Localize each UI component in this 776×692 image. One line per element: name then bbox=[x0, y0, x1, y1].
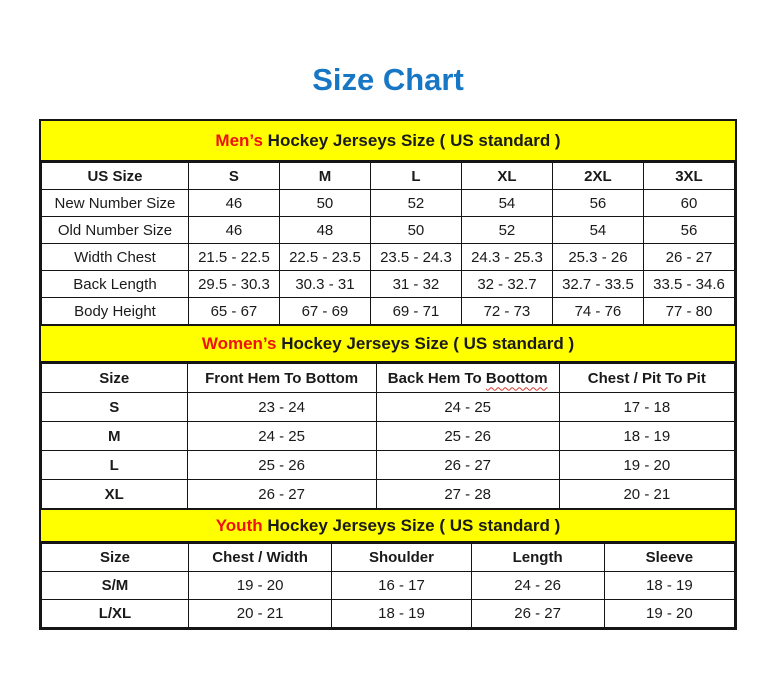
size-value-cell: 20 - 21 bbox=[188, 600, 331, 628]
size-value-cell: 52 bbox=[370, 190, 461, 217]
womens-size-table bbox=[41, 363, 735, 509]
table-row bbox=[42, 393, 735, 422]
size-value-cell: 24 - 25 bbox=[187, 422, 376, 451]
column-header: 2XL bbox=[552, 163, 643, 190]
womens-section-highlight: Women’s bbox=[201, 334, 277, 353]
table-row bbox=[42, 422, 735, 451]
size-value-cell: 48 bbox=[279, 217, 370, 244]
row-label: Back Length bbox=[42, 271, 189, 298]
size-value-cell: 18 - 19 bbox=[332, 600, 471, 628]
table-row bbox=[42, 480, 735, 509]
youth-section-heading-text: Hockey Jerseys Size ( US standard ) bbox=[262, 516, 561, 535]
size-value-cell: 32.7 - 33.5 bbox=[552, 271, 643, 298]
size-value-cell: 31 - 32 bbox=[370, 271, 461, 298]
size-value-cell: 69 - 71 bbox=[370, 298, 461, 325]
size-value-cell: 19 - 20 bbox=[604, 600, 734, 628]
womens-section-header bbox=[41, 324, 735, 363]
size-value-cell: 26 - 27 bbox=[376, 451, 559, 480]
mens-header-row bbox=[42, 163, 735, 190]
size-chart-document bbox=[39, 119, 737, 630]
mens-size-table bbox=[41, 162, 735, 325]
youth-section-highlight: Youth bbox=[215, 516, 263, 535]
row-label: M bbox=[42, 422, 188, 451]
row-label: Width Chest bbox=[42, 244, 189, 271]
row-label: Body Height bbox=[42, 298, 189, 325]
size-value-cell: 23.5 - 24.3 bbox=[370, 244, 461, 271]
size-value-cell: 25 - 26 bbox=[376, 422, 559, 451]
size-value-cell: 24 - 26 bbox=[471, 572, 604, 600]
column-header: Sleeve bbox=[604, 544, 734, 572]
size-value-cell: 77 - 80 bbox=[643, 298, 734, 325]
size-value-cell: 24.3 - 25.3 bbox=[461, 244, 552, 271]
size-value-cell: 60 bbox=[643, 190, 734, 217]
table-row bbox=[42, 298, 735, 325]
row-label: XL bbox=[42, 480, 188, 509]
column-header: Front Hem To Bottom bbox=[187, 364, 376, 393]
size-value-cell: 56 bbox=[643, 217, 734, 244]
column-header-text: Back Hem To bbox=[387, 369, 486, 387]
size-value-cell: 29.5 - 30.3 bbox=[188, 271, 279, 298]
size-value-cell: 26 - 27 bbox=[643, 244, 734, 271]
table-row bbox=[42, 190, 735, 217]
column-header: S bbox=[188, 163, 279, 190]
size-value-cell: 22.5 - 23.5 bbox=[279, 244, 370, 271]
column-header: 3XL bbox=[643, 163, 734, 190]
column-header: M bbox=[279, 163, 370, 190]
column-header: Chest / Width bbox=[188, 544, 331, 572]
column-header: Size bbox=[42, 364, 188, 393]
size-value-cell: 23 - 24 bbox=[187, 393, 376, 422]
row-label: L bbox=[42, 451, 188, 480]
size-value-cell: 20 - 21 bbox=[559, 480, 734, 509]
column-header: XL bbox=[461, 163, 552, 190]
size-value-cell: 54 bbox=[552, 217, 643, 244]
size-value-cell: 32 - 32.7 bbox=[461, 271, 552, 298]
size-value-cell: 27 - 28 bbox=[376, 480, 559, 509]
size-value-cell: 26 - 27 bbox=[471, 600, 604, 628]
youth-size-table bbox=[41, 543, 735, 628]
table-row bbox=[42, 451, 735, 480]
size-value-cell: 46 bbox=[188, 190, 279, 217]
table-row bbox=[42, 217, 735, 244]
size-value-cell: 56 bbox=[552, 190, 643, 217]
size-value-cell: 30.3 - 31 bbox=[279, 271, 370, 298]
size-value-cell: 17 - 18 bbox=[559, 393, 734, 422]
size-value-cell: 67 - 69 bbox=[279, 298, 370, 325]
size-value-cell: 19 - 20 bbox=[188, 572, 331, 600]
youth-header-row bbox=[42, 544, 735, 572]
column-header: Chest / Pit To Pit bbox=[559, 364, 734, 393]
size-value-cell: 24 - 25 bbox=[376, 393, 559, 422]
size-value-cell: 21.5 - 22.5 bbox=[188, 244, 279, 271]
size-value-cell: 74 - 76 bbox=[552, 298, 643, 325]
misspelled-word: Boottom bbox=[485, 369, 548, 387]
row-label: New Number Size bbox=[42, 190, 189, 217]
column-header bbox=[376, 364, 559, 393]
size-value-cell: 18 - 19 bbox=[604, 572, 734, 600]
size-value-cell: 52 bbox=[461, 217, 552, 244]
size-value-cell: 54 bbox=[461, 190, 552, 217]
row-label: S bbox=[42, 393, 188, 422]
column-header: Shoulder bbox=[332, 544, 471, 572]
size-value-cell: 50 bbox=[279, 190, 370, 217]
size-value-cell: 65 - 67 bbox=[188, 298, 279, 325]
size-value-cell: 16 - 17 bbox=[332, 572, 471, 600]
row-label: L/XL bbox=[42, 600, 189, 628]
table-row bbox=[42, 244, 735, 271]
column-header: Size bbox=[42, 544, 189, 572]
size-value-cell: 46 bbox=[188, 217, 279, 244]
table-row bbox=[42, 271, 735, 298]
column-header: Length bbox=[471, 544, 604, 572]
page-title: Size Chart bbox=[312, 62, 464, 97]
table-row bbox=[42, 600, 735, 628]
womens-header-row bbox=[42, 364, 735, 393]
mens-section-header bbox=[41, 121, 735, 162]
mens-section-highlight: Men’s bbox=[215, 131, 263, 150]
size-value-cell: 50 bbox=[370, 217, 461, 244]
size-value-cell: 26 - 27 bbox=[187, 480, 376, 509]
row-label: S/M bbox=[42, 572, 189, 600]
size-value-cell: 25 - 26 bbox=[187, 451, 376, 480]
size-value-cell: 33.5 - 34.6 bbox=[643, 271, 734, 298]
size-value-cell: 25.3 - 26 bbox=[552, 244, 643, 271]
size-value-cell: 19 - 20 bbox=[559, 451, 734, 480]
womens-section-heading-text: Hockey Jerseys Size ( US standard ) bbox=[276, 334, 575, 353]
table-row bbox=[42, 572, 735, 600]
size-value-cell: 18 - 19 bbox=[559, 422, 734, 451]
size-value-cell: 72 - 73 bbox=[461, 298, 552, 325]
column-header: US Size bbox=[42, 163, 189, 190]
row-label: Old Number Size bbox=[42, 217, 189, 244]
column-header: L bbox=[370, 163, 461, 190]
youth-section-header bbox=[41, 508, 735, 543]
mens-section-heading-text: Hockey Jerseys Size ( US standard ) bbox=[262, 131, 561, 150]
